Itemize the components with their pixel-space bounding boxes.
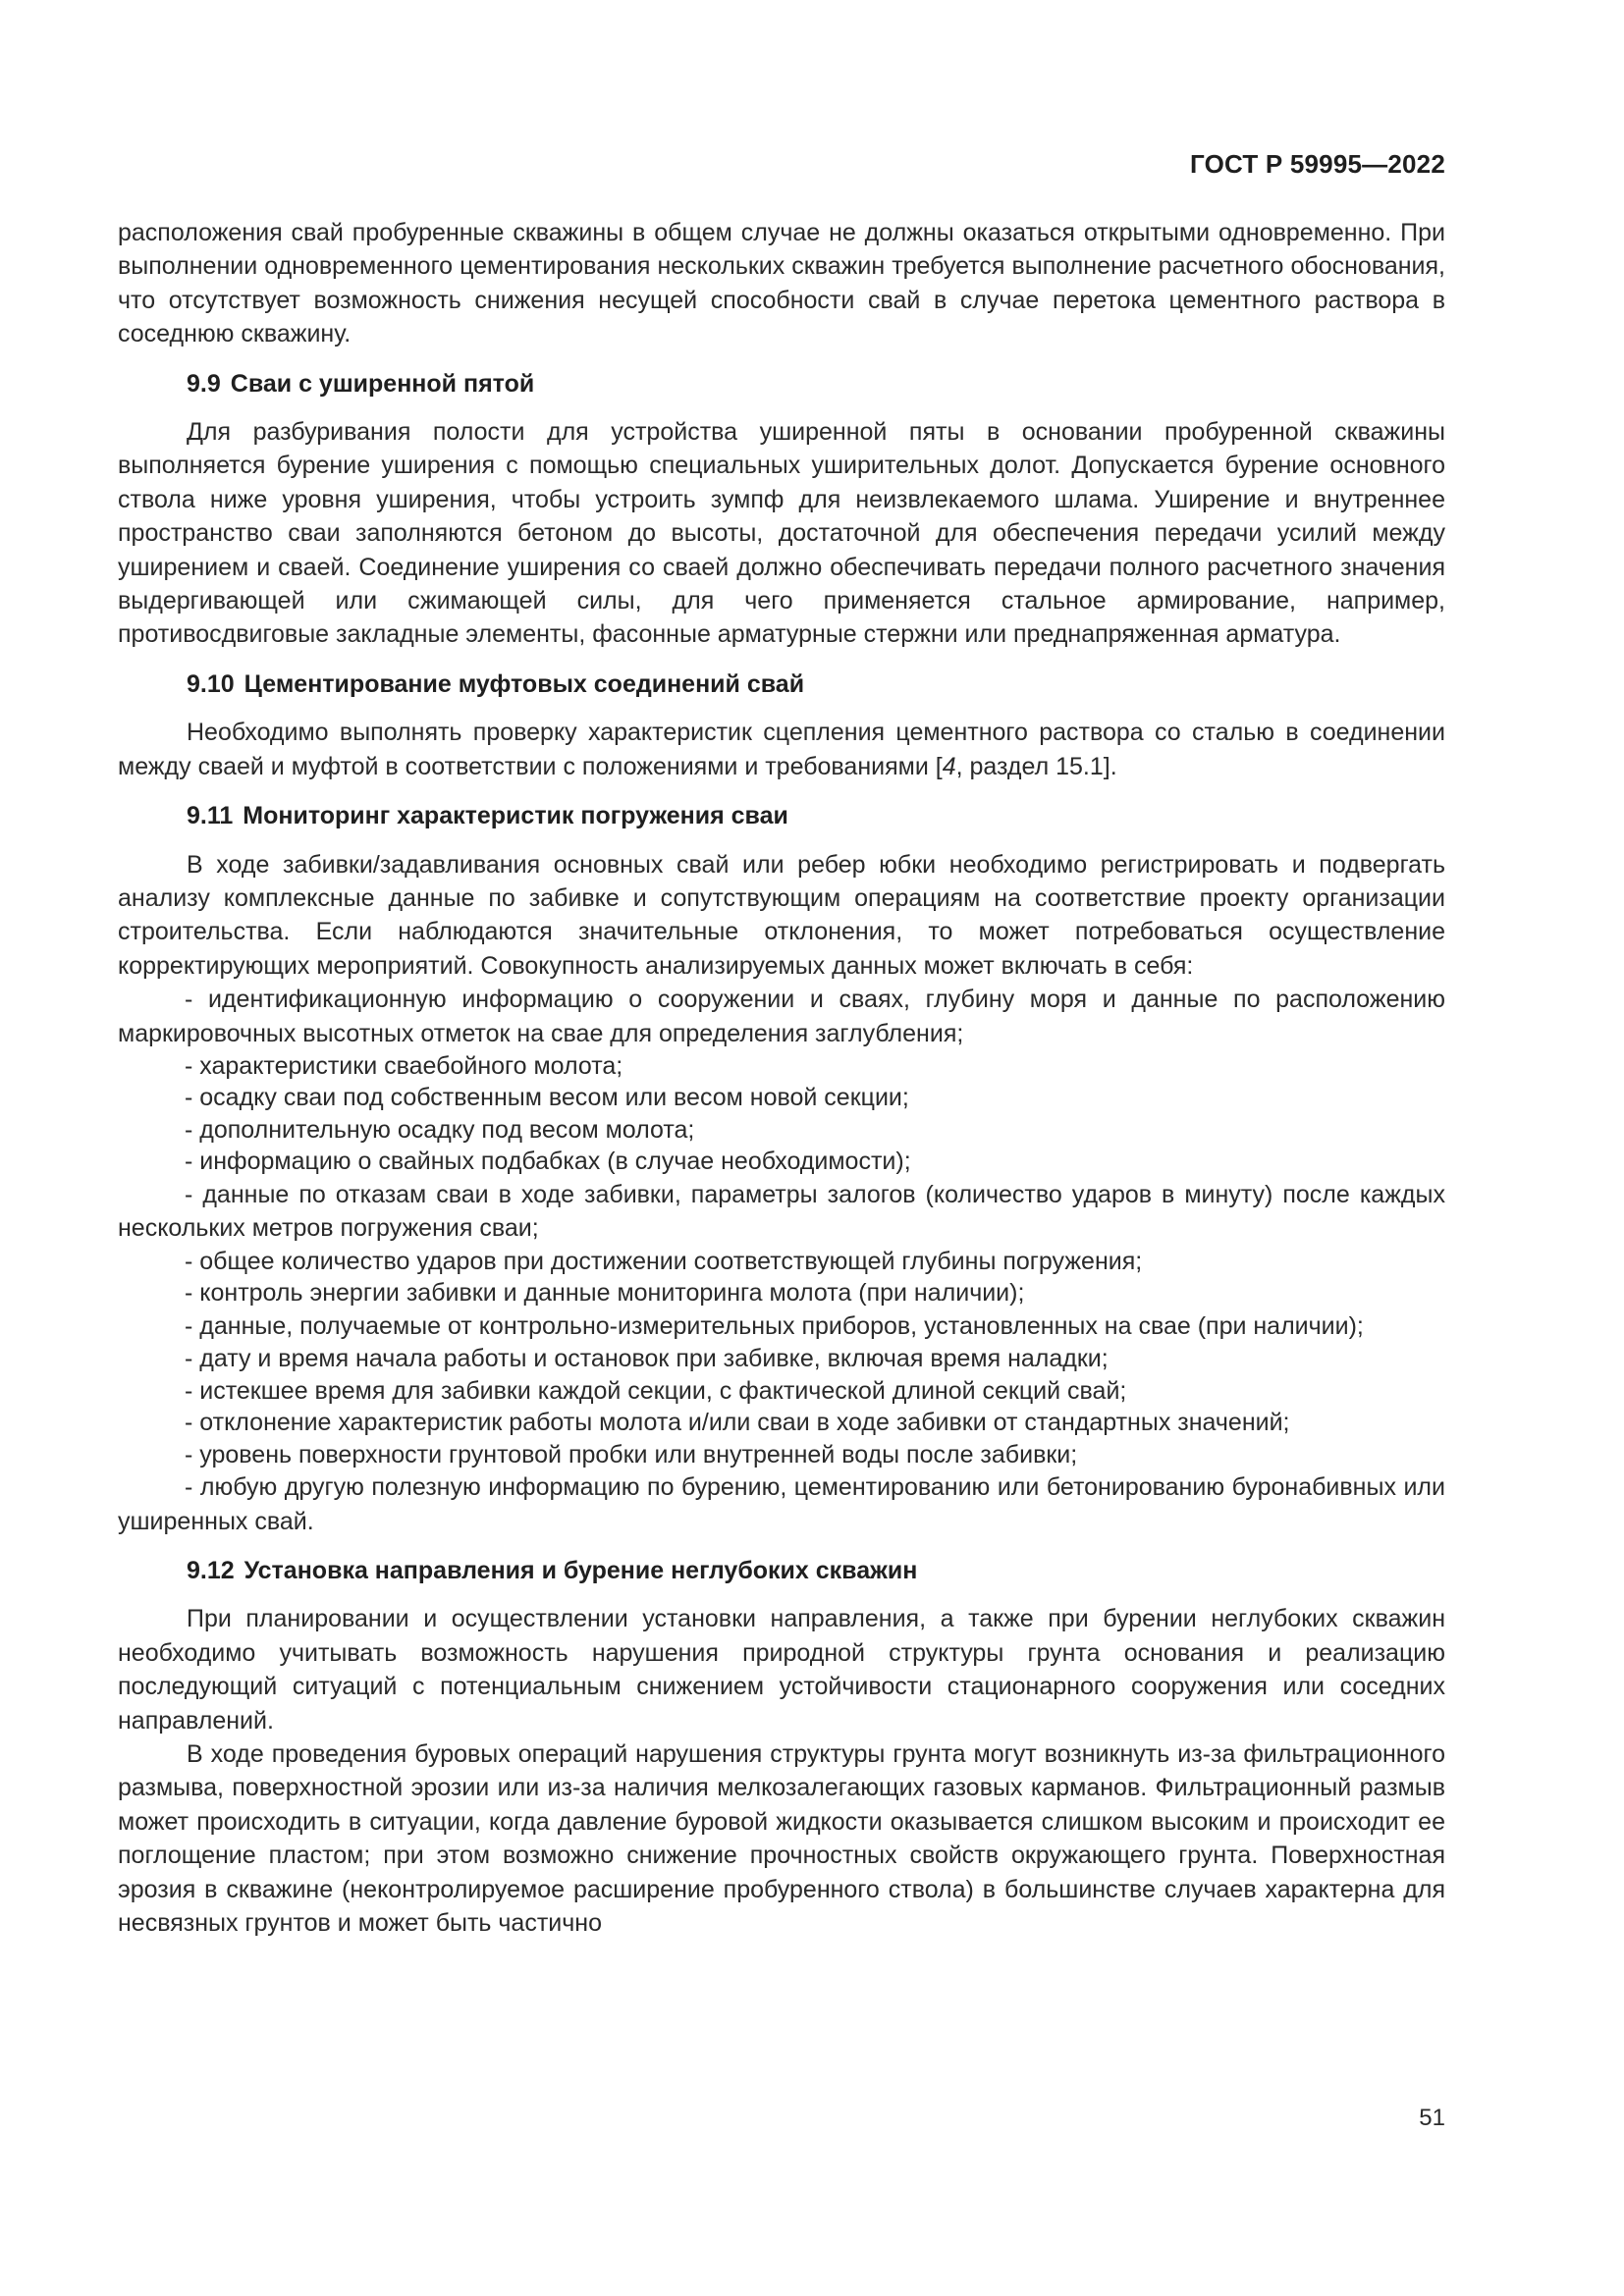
- section-9-12-paragraph: При планировании и осуществлении установки направления, а также при бурении неглубоких скважин необходимо учитывать возможность нарушения природной структуры грунта основания и реализацию последующий ситуаций с потенциальным снижением устойчивости стационарного сооружения или соседних направлений.: [118, 1605, 1445, 1735]
- monitoring-data-list: [118, 983, 1445, 1538]
- section-number: 9.11: [187, 802, 234, 830]
- section-heading-9-10: [118, 667, 1445, 701]
- list-item: - уровень поверхности грунтовой пробки или внутренней воды после забивки;: [185, 1440, 1078, 1468]
- section-9-11-paragraph: В ходе забивки/задавливания основных свай или ребер юбки необходимо регистрировать и подвергать анализу комплексные данные по забивке и сопутствующим операциям на соответствие проекту организации строительства. Если наблюдаются значительные отклонения, то может потребоваться осуществление корректирующих мероприятий. Совокупность анализируемых данных может включать в себя:: [118, 850, 1445, 980]
- paragraph-text: Необходимо выполнять проверку характеристик сцепления цементного раствора со сталью в соединении между сваей и муфтой в соответствии с положениями и требованиями [: [118, 719, 1445, 780]
- list-item: - данные по отказам сваи в ходе забивки, параметры залогов (количество ударов в минуту) после каждых нескольких метров погружения сваи;: [118, 1180, 1445, 1243]
- list-item: - контроль энергии забивки и данные мониторинга молота (при наличии);: [185, 1279, 1025, 1308]
- list-item: - отклонение характеристик работы молота и/или сваи в ходе забивки от стандартных значений;: [185, 1409, 1290, 1437]
- list-item: - осадку сваи под собственным весом или весом новой секции;: [185, 1084, 909, 1112]
- reference-number: 4: [942, 752, 956, 780]
- list-item: - дату и время начала работы и остановок при забивке, включая время наладки;: [185, 1345, 1109, 1373]
- list-item: - любую другую полезную информацию по бурению, цементированию или бетонированию буронабивных или уширенных свай.: [118, 1473, 1445, 1535]
- section-title: Мониторинг характеристик погружения сваи: [243, 802, 788, 830]
- list-item: - информацию о свайных подбабках (в случае необходимости);: [185, 1148, 911, 1176]
- section-title: Цементирование муфтовых соединений свай: [244, 669, 805, 698]
- document-header: ГОСТ Р 59995—2022: [1190, 149, 1445, 179]
- page-number: 51: [1419, 2105, 1445, 2131]
- section-heading-9-12: [118, 1554, 1445, 1587]
- section-9-12-paragraph: В ходе проведения буровых операций нарушения структуры грунта могут возникнуть из-за фильтрационного размыва, поверхностной эрозии или из-за наличия мелкозалегающих газовых карманов. Фильтрационный размыв может происходить в ситуации, когда давление буровой жидкости оказывается слишком высоким и происходит ее поглощение пластом; при этом возможно снижение прочностных свойств окружающего грунта. Поверхностная эрозия в скважине (неконтролируемое расширение пробуренного ствола) в большинстве случаев характерна для несвязных грунтов и может быть частично: [118, 1740, 1445, 1938]
- list-item: - дополнительную осадку под весом молота;: [185, 1115, 695, 1144]
- document-body: [118, 216, 1445, 1940]
- section-number: 9.10: [187, 669, 235, 698]
- section-heading-9-9: [118, 367, 1445, 400]
- paragraph-text: , раздел 15.1].: [955, 752, 1117, 780]
- section-heading-9-11: [118, 799, 1445, 832]
- section-title: Сваи с уширенной пятой: [230, 369, 535, 398]
- list-item: - общее количество ударов при достижении соответствующей глубины погружения;: [185, 1247, 1143, 1275]
- list-item: - истекшее время для забивки каждой секции, с фактической длиной секций свай;: [185, 1376, 1127, 1405]
- intro-paragraph: расположения свай пробуренные скважины в общем случае не должны оказаться открытыми одновременно. При выполнении одновременного цементирования нескольких скважин требуется выполнение расчетного обоснования, что отсутствует возможность снижения несущей способности свай в случае перетока цементного раствора в соседнюю скважину.: [118, 219, 1445, 348]
- section-9-9-paragraph: Для разбуривания полости для устройства уширенной пяты в основании пробуренной скважины выполняется бурение уширения с помощью специальных уширительных долот. Допускается бурение основного ствола ниже уровня уширения, чтобы устроить зумпф для неизвлекаемого шлама. Уширение и внутреннее пространство сваи заполняются бетоном до высоты, достаточной для обеспечения передачи усилий между уширением и сваей. Соединение уширения со сваей должно обеспечивать передачи полного расчетного значения выдергивающей или сжимающей силы, для чего применяется стальное армирование, например, противосдвиговые закладные элементы, фасонные арматурные стержни или преднапряженная арматура.: [118, 418, 1445, 649]
- list-item: - данные, получаемые от контрольно-измерительных приборов, установленных на свае (при наличии);: [185, 1311, 1364, 1340]
- section-9-10-paragraph: [118, 716, 1445, 783]
- section-number: 9.9: [187, 369, 221, 398]
- section-title: Установка направления и бурение неглубоких скважин: [244, 1556, 918, 1584]
- list-item: - характеристики сваебойного молота;: [185, 1051, 623, 1080]
- section-number: 9.12: [187, 1556, 235, 1584]
- list-item: - идентификационную информацию о сооружении и сваях, глубину моря и данные по расположению маркировочных высотных отметок на свае для определения заглубления;: [118, 986, 1445, 1047]
